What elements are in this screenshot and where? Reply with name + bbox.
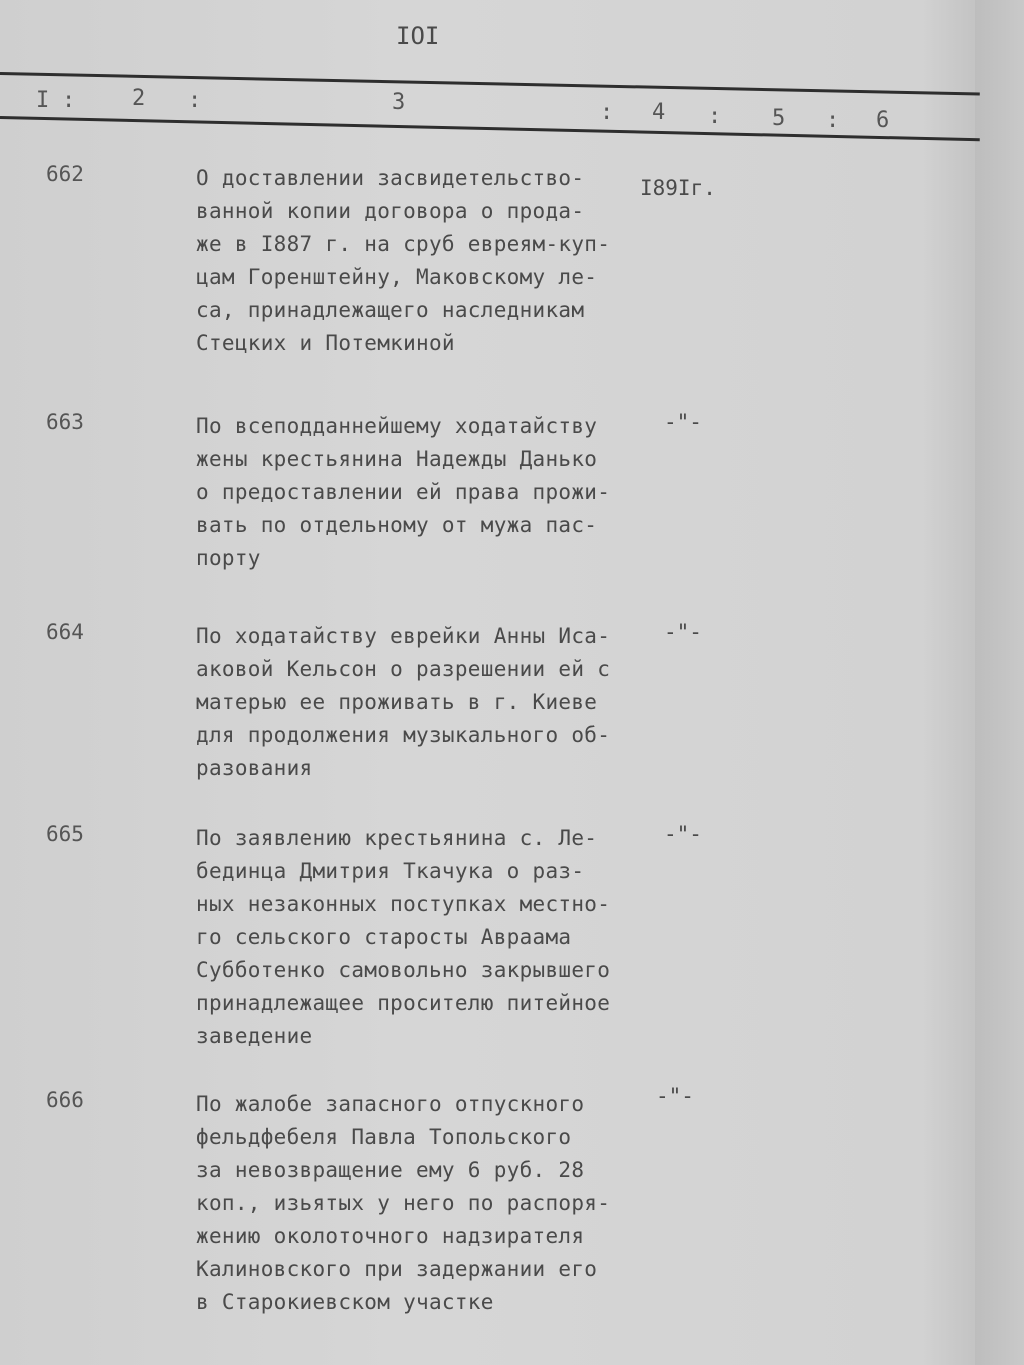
col-sep: : bbox=[708, 104, 722, 129]
col-sep: : bbox=[826, 108, 840, 133]
entry-description: По заявлению крестьянина с. Ле- бединца Дмитрия Ткачука о раз- ных незаконных поступках местно- го сельского старосты Авраама Субботенко самовольно закрывшего принадлежащее просителю питейное заведение bbox=[196, 826, 611, 1048]
entry-number: 664 bbox=[46, 620, 84, 644]
entry-date: -"- bbox=[656, 1084, 694, 1108]
col-sep: : bbox=[62, 88, 76, 113]
entry-number: 665 bbox=[46, 822, 84, 846]
entry-description: По ходатайству еврейки Анны Иса- аковой Кельсон о разрешении ей с матерью ее проживать в г. Киеве для продолжения музыкального об- разования bbox=[196, 624, 611, 780]
entry-date: -"- bbox=[664, 620, 702, 644]
header-rule-top bbox=[0, 72, 980, 96]
entry-date: -"- bbox=[664, 822, 702, 846]
col-4: 4 bbox=[652, 100, 666, 125]
entry-date: I89Iг. bbox=[640, 176, 716, 200]
entry-description: По всеподданнейшему ходатайству жены крестьянина Надежды Данько о предоставлении ей права прожи- вать по отдельному от мужа пас- порту bbox=[196, 414, 611, 570]
col-3: 3 bbox=[392, 90, 406, 115]
col-2: 2 bbox=[132, 86, 146, 111]
col-1: I bbox=[36, 88, 50, 113]
entry-number: 663 bbox=[46, 410, 84, 434]
col-sep: : bbox=[188, 88, 202, 113]
page-edge-shadow bbox=[975, 0, 1024, 1365]
entry-description: О доставлении засвидетельство- ванной копии договора о прода- же в I887 г. на сруб евреям-куп- цам Горенштейну, Маковскому ле- са, принадлежащего наследникам Стецких и Потемкиной bbox=[196, 166, 611, 355]
entry-description: По жалобе запасного отпускного фельдфебеля Павла Топольского за невозвращение ему 6 руб. 28 коп., изьятых у него по распоря- жению околоточного надзирателя Калиновского при задержании его в Старокиевском участке bbox=[196, 1092, 611, 1314]
col-6: 6 bbox=[876, 108, 890, 133]
entry-date: -"- bbox=[664, 410, 702, 434]
col-5: 5 bbox=[772, 106, 786, 131]
entry-number: 666 bbox=[46, 1088, 84, 1112]
col-sep: : bbox=[600, 100, 614, 125]
entry-number: 662 bbox=[46, 162, 84, 186]
page-number: IOI bbox=[396, 22, 440, 50]
